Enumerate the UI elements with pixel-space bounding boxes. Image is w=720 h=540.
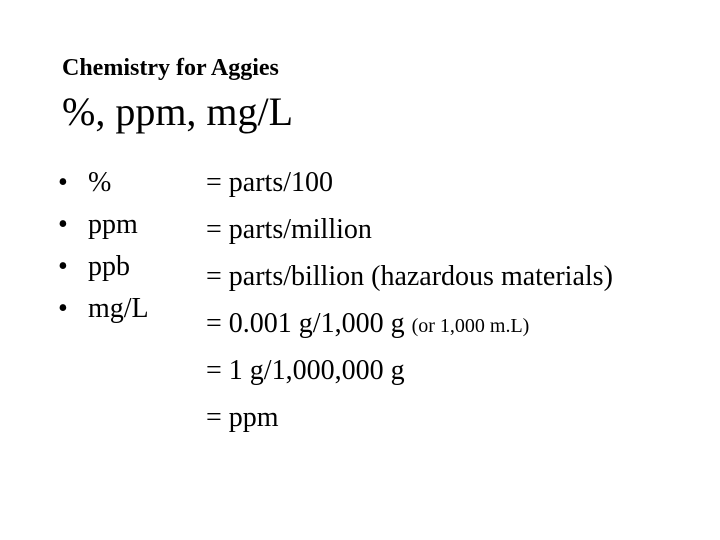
- definition-percent: = parts/100: [206, 167, 333, 198]
- bullet-item-ppm: [58, 204, 149, 246]
- definition-mg-per-l-equals-ppm: = ppm: [206, 402, 279, 433]
- bullet-marker: •: [58, 209, 68, 240]
- bullet-label: %: [88, 167, 112, 198]
- bullet-item-mg-per-l: [58, 288, 149, 330]
- bullet-item-percent: [58, 162, 149, 204]
- definition-mg-per-l-text: = 0.001 g/1,000 g: [206, 308, 412, 339]
- bullet-label: ppb: [88, 251, 130, 282]
- definition-mg-per-l-equivalent: = 1 g/1,000,000 g: [206, 355, 405, 386]
- bullet-list: [58, 162, 149, 330]
- bullet-marker: •: [58, 251, 68, 282]
- bullet-label: mg/L: [88, 293, 149, 324]
- definition-mg-per-l: [206, 303, 613, 350]
- definition-mg-per-l-note: (or 1,000 m.L): [411, 315, 530, 337]
- slide-title: %, ppm, mg/L: [62, 89, 294, 134]
- slide-subtitle: Chemistry for Aggies: [62, 55, 279, 81]
- definition-ppb: = parts/billion (hazardous materials): [206, 261, 613, 292]
- bullet-item-ppb: [58, 246, 149, 288]
- definition-ppm: = parts/million: [206, 214, 372, 245]
- bullet-label: ppm: [88, 209, 138, 240]
- bullet-marker: •: [58, 293, 68, 324]
- bullet-marker: •: [58, 167, 68, 198]
- definition-list: [206, 162, 613, 444]
